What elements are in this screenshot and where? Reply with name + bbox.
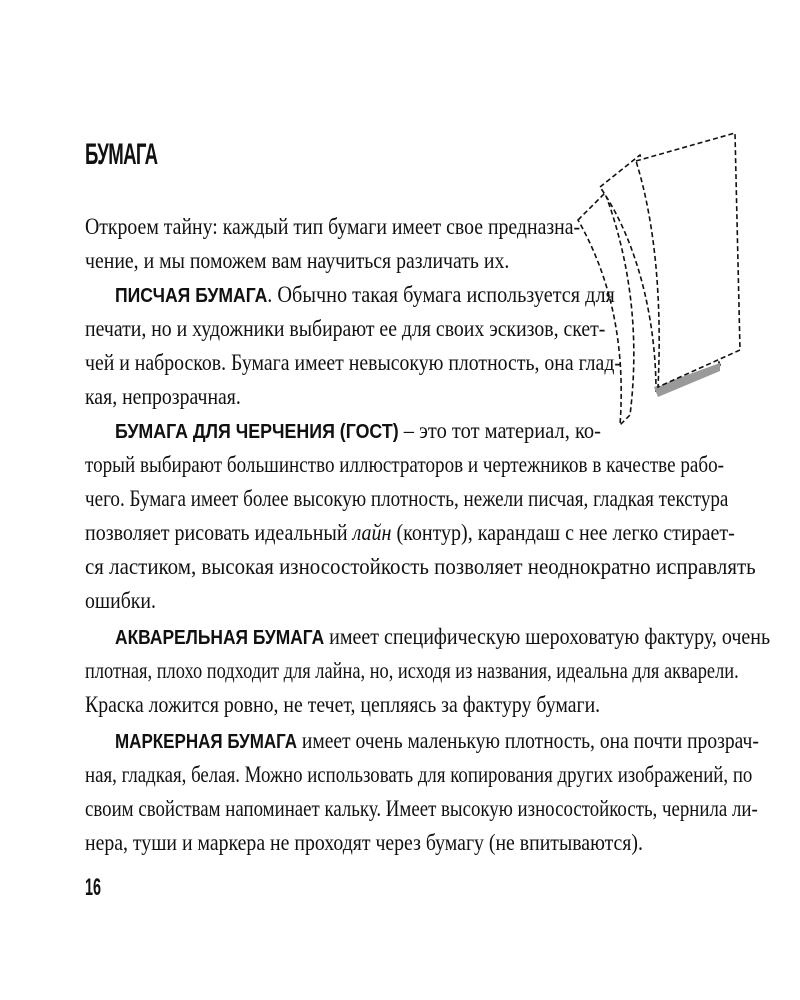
text-line: кая, непрозрачная.	[85, 384, 241, 409]
text-line: ошибки.	[85, 588, 156, 613]
text-line: торый выбирают большинство иллюстраторов и чертежников в качестве рабо-	[85, 452, 724, 477]
term-drawing-paper: БУМАГА ДЛЯ ЧЕРЧЕНИЯ (ГОСТ)	[115, 421, 399, 443]
term-watercolor-paper: АКВАРЕЛЬНАЯ БУМАГА	[115, 627, 325, 649]
page-number: 16	[85, 874, 102, 901]
page-title: БУМАГА	[85, 138, 158, 171]
text-line: нера, туши и маркера не проходят через бумагу (не впитываются).	[85, 830, 643, 855]
text-line: печати, но и художники выбирают ее для своих эскизов, скет-	[85, 316, 606, 341]
term-writing-paper: ПИСЧАЯ БУМАГА	[115, 285, 268, 307]
text-line: чей и набросков. Бумага имеет невысокую плотность, она глад-	[85, 350, 621, 375]
text-line: чего. Бумага имеет более высокую плотность, нежели писчая, гладкая текстура	[85, 486, 729, 511]
text-line: Краска ложится ровно, не течет, цепляясь за фактуру бумаги.	[85, 692, 601, 717]
intro-line: Откроем тайну: каждый тип бумаги имеет свое предназна-	[85, 214, 581, 239]
italic-term: лайн	[352, 520, 392, 545]
watercolor-paper-paragraph: АКВАРЕЛЬНАЯ БУМАГА имеет специфическую шероховатую фактуру, очень	[115, 624, 771, 649]
drawing-paper-paragraph: БУМАГА ДЛЯ ЧЕРЧЕНИЯ (ГОСТ) – это тот материал, ко-	[115, 418, 601, 443]
text-line: плотная, плохо подходит для лайна, но, исходя из названия, идеальна для акварели.	[85, 658, 739, 683]
intro-line: чение, и мы поможем вам научиться различать их.	[85, 248, 510, 273]
text-line: своим свойствам напоминает кальку. Имеет высокую износостойкость, чернила ли-	[85, 796, 758, 821]
text-line: ся ластиком, высокая износостойкость позволяет неоднократно исправлять	[85, 554, 756, 579]
text-line: ная, гладкая, белая. Можно использовать для копирования других изображений, по	[85, 762, 753, 787]
text-line: позволяет рисовать идеальный лайн (контур), карандаш с нее легко стирает-	[85, 520, 735, 545]
term-marker-paper: МАРКЕРНАЯ БУМАГА	[115, 731, 297, 753]
writing-paper-paragraph: ПИСЧАЯ БУМАГА. Обычно такая бумага используется для	[115, 282, 615, 307]
marker-paper-paragraph: МАРКЕРНАЯ БУМАГА имеет очень маленькую плотность, она почти прозрач-	[115, 728, 759, 753]
